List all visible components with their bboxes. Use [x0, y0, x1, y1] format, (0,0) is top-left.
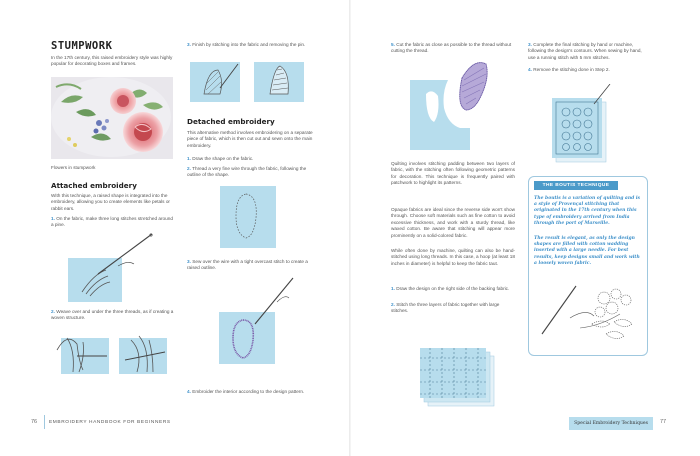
section-attached-text: With this technique, a raised shape is integrated into the embroidery, allowing you to create elements like petals or rabbit ears.: [51, 193, 170, 211]
step-number: 5.: [391, 42, 395, 47]
intro-paragraph: In the 17th century, this raised embroidery style was highly popular for decorating boxes and frames.: [51, 55, 173, 67]
step-text: Draw the shape on the fabric.: [192, 156, 254, 161]
quilting-step-3: [528, 42, 650, 61]
step-number: 2.: [187, 166, 191, 171]
photo-caption: Flowers in stumpwork: [51, 165, 96, 170]
step-text: Stitch the three layers of fabric together with large stitches.: [391, 302, 500, 314]
section-detached-title: Detached embroidery: [187, 117, 275, 126]
step-number: 1.: [391, 286, 395, 291]
detached-step-5: [391, 42, 515, 55]
chapter-tab: Special Embroidery Techniques: [569, 417, 653, 430]
step-text: Finish by stitching into the fabric and removing the pin.: [192, 42, 306, 47]
step-text: On the fabric, make three long stitches stretched around a pine.: [51, 216, 173, 228]
section-attached-title: Attached embroidery: [51, 181, 137, 190]
boutis-paragraph-1: The boutis is a variation of quilting and is a style of Provençal stitching that originated in the 17th century when this type of embroidery arrived from India through the port of Marseille.: [534, 196, 641, 226]
quilting-step-1: [391, 286, 515, 292]
book-spine: [349, 0, 351, 456]
quilting-paragraph-1: Quilting involves stitching padding between two layers of fabric, with the stitching often following geometric patterns for decoration. This technique is frequently paired with patchwork to highlight its patterns.: [391, 161, 515, 186]
shape-outline-illustration: [220, 186, 276, 248]
footer-book-title: EMBROIDERY HANDBOOK FOR BEGINNERS: [49, 420, 171, 425]
quilted-square-illustration: [552, 84, 612, 168]
boutis-paragraph-2: The result is elegant, as only the design shapes are filled with cotton wadding inserted with a large needle. For best results, keep designs small and work with a loosely woven fabric.: [534, 236, 640, 266]
page-number-left: 76: [31, 419, 38, 425]
finished-petal-illustrations: [190, 58, 320, 106]
step-number: 1.: [51, 216, 55, 221]
step-number: 3.: [187, 42, 191, 47]
boutis-title: THE BOUTIS TECHNIQUE: [534, 181, 618, 190]
three-stitches-illustration: [68, 230, 158, 304]
step-number: 4.: [528, 67, 532, 72]
weaving-illustrations: [53, 330, 175, 376]
page-number-right: 77: [660, 419, 667, 425]
footer-divider: [44, 415, 45, 429]
attached-step-3: [187, 42, 315, 48]
cut-fabric-illustration: [404, 58, 500, 154]
section-detached-text: This alternative method involves embroidering on a separate piece of fabric, which is then cut out and sewn onto the main embroidery.: [187, 130, 313, 148]
step-text: Remove the stitching done in Step 2.: [533, 67, 610, 72]
attached-step-2: [51, 309, 175, 322]
three-layers-illustration: [420, 344, 500, 408]
detached-step-1: [187, 156, 315, 162]
step-text: Draw the design on the right side of the backing fabric.: [396, 286, 510, 291]
boutis-needle-illustration: [540, 278, 640, 348]
step-number: 2.: [391, 302, 395, 307]
step-number: 4.: [187, 389, 191, 394]
quilting-paragraph-2: Opaque fabrics are ideal since the reverse side won't show through. Choose soft materials such as fine cotton to avoid excessive thickness, and work with a sturdy thread, like waxed cotton. Be aware that stitching will appear more prominently on a solid-colored fabric.: [391, 207, 515, 238]
quilting-step-2: [391, 302, 515, 315]
step-number: 2.: [51, 309, 55, 314]
stumpwork-photo: [51, 77, 173, 159]
step-text: Complete the final stitching by hand or machine, following the design's contours. When sewing by hand, use a running stitch with 5 mm stitches.: [528, 42, 642, 60]
detached-step-3: [187, 259, 315, 272]
page-title: STUMPWORK: [51, 40, 113, 52]
step-number: 3.: [528, 42, 532, 47]
quilting-step-4: [528, 67, 650, 73]
step-text: Weave over and under the three threads, as if creating a woven structure.: [51, 309, 174, 321]
quilting-paragraph-3: While often done by machine, quilting can also be hand-stitched using long threads. In this case, a hoop (at least 18 inches in diameter) is helpful to keep the fabric taut.: [391, 248, 515, 266]
detached-step-2: [187, 166, 315, 179]
step-number: 1.: [187, 156, 191, 161]
overcast-stitch-illustration: [219, 276, 299, 366]
step-number: 3.: [187, 259, 191, 264]
step-text: Embroider the interior according to the design pattern.: [192, 389, 305, 394]
attached-step-1: [51, 216, 175, 229]
detached-step-4: [187, 389, 315, 395]
step-text: Thread a very fine wire through the fabric, following the outline of the shape.: [187, 166, 307, 178]
step-text: Sew over the wire with a tight overcast stitch to create a raised outline.: [187, 259, 308, 271]
step-text: Cut the fabric as close as possible to the thread without cutting the thread.: [391, 42, 512, 54]
